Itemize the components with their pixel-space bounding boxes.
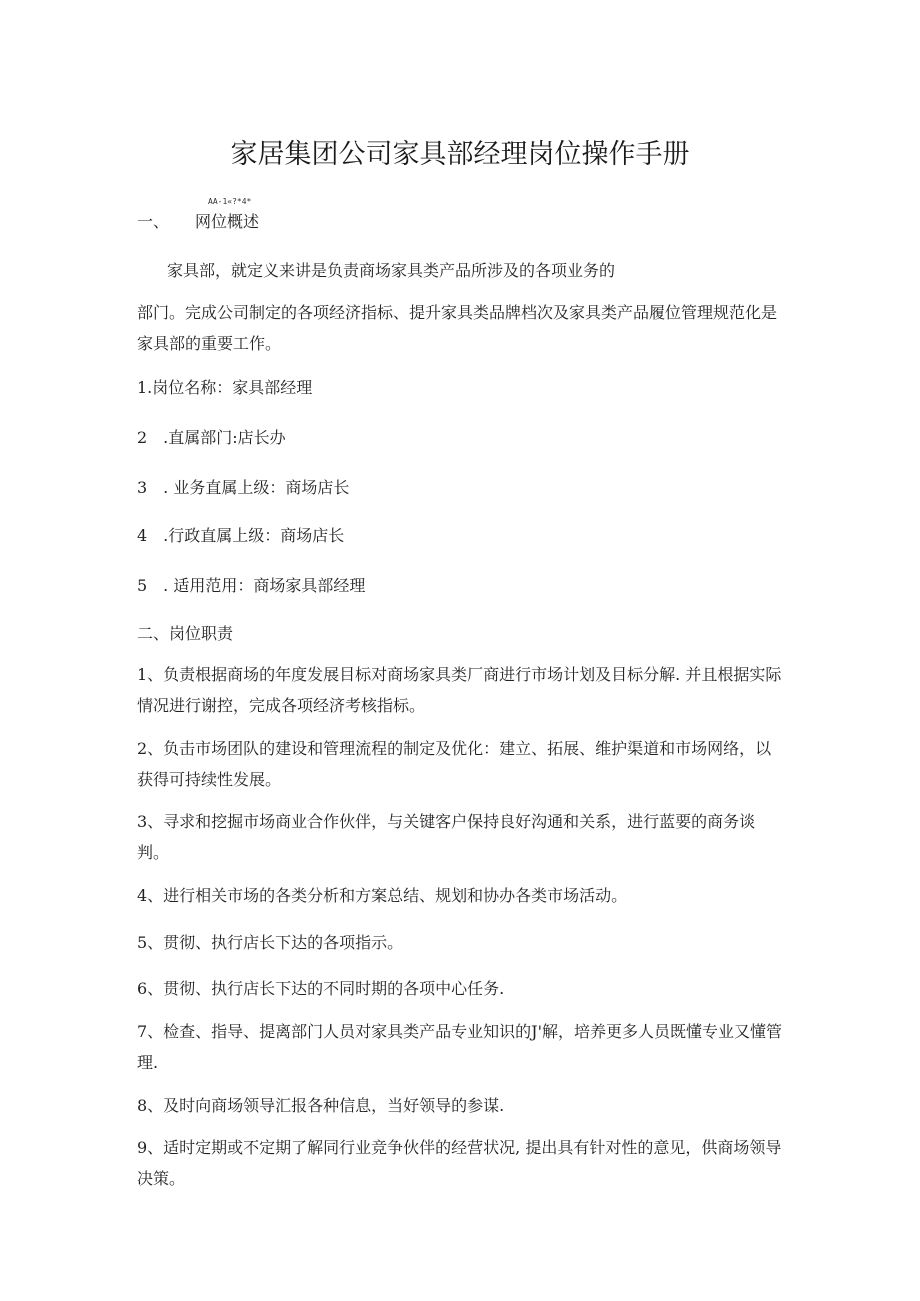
info-item-5: 5 . 适用范用：商场家具部经理: [137, 576, 366, 595]
info-item-4: 4 .行政直属上级：商场店长: [137, 526, 345, 545]
section1-number: 一、: [137, 212, 170, 231]
info-item-2: 2 .直属部门:店长办: [137, 428, 286, 447]
section2-heading: 二、岗位职责: [137, 624, 234, 643]
duty-item-8: 8、及时向商场领导汇报各种信息，当好领导的参谋.: [137, 1096, 505, 1115]
small-note: AA-1«?*4*: [208, 197, 252, 206]
duty-item-5: 5、贯彻、执行店长下达的各项指示。: [137, 933, 404, 952]
duty-item-9: 9、适时定期或不定期了解同行业竞争伙伴的经营状况, 提出具有针对性的意见，供商场领导决策。: [137, 1138, 782, 1188]
info-item-3: 3 . 业务直属上级：商场店长: [137, 478, 350, 497]
duty-item-1: 1、负责根据商场的年度发展目标对商场家具类厂商进行市场计划及目标分解. 并且根据实际情况进行谢控，完成各项经济考核指标。: [137, 665, 782, 715]
duty-item-3: 3、寻求和挖掘市场商业合作伙伴，与关键客户保持良好沟通和关系，进行蓝要的商务谈判。: [137, 812, 756, 862]
duty-item-2: 2、负击市场团队的建设和管理流程的制定及优化：建立、拓展、维护渠道和市场网络，以获得可持续性发展。: [137, 739, 772, 789]
intro-line2: 部门。完成公司制定的各项经济指标、提升家具类品牌档次及家具类产品履位管理规范化是家具部的重要工作。: [137, 303, 778, 353]
section1-heading: 网位概述: [195, 212, 260, 231]
duty-item-4: 4、进行相关市场的各类分析和方案总结、规划和协办各类市场活动。: [137, 886, 628, 905]
intro-line1: 家具部，就定义来讲是负责商场家具类产品所涉及的各项业务的: [167, 261, 616, 280]
duty-item-6: 6、贯彻、执行店长下达的不同时期的各项中心任务.: [137, 979, 505, 998]
info-item-1: 1.岗位名称：家具部经理: [137, 378, 313, 397]
document-title: 家居集团公司家具部经理岗位操作手册: [230, 139, 690, 170]
duty-item-7: 7、检查、指导、提离部门人员对家具类产品专业知识的J'解，培养更多人员既懂专业又懂管理.: [137, 1022, 782, 1072]
section1-heading-line: [137, 207, 259, 237]
